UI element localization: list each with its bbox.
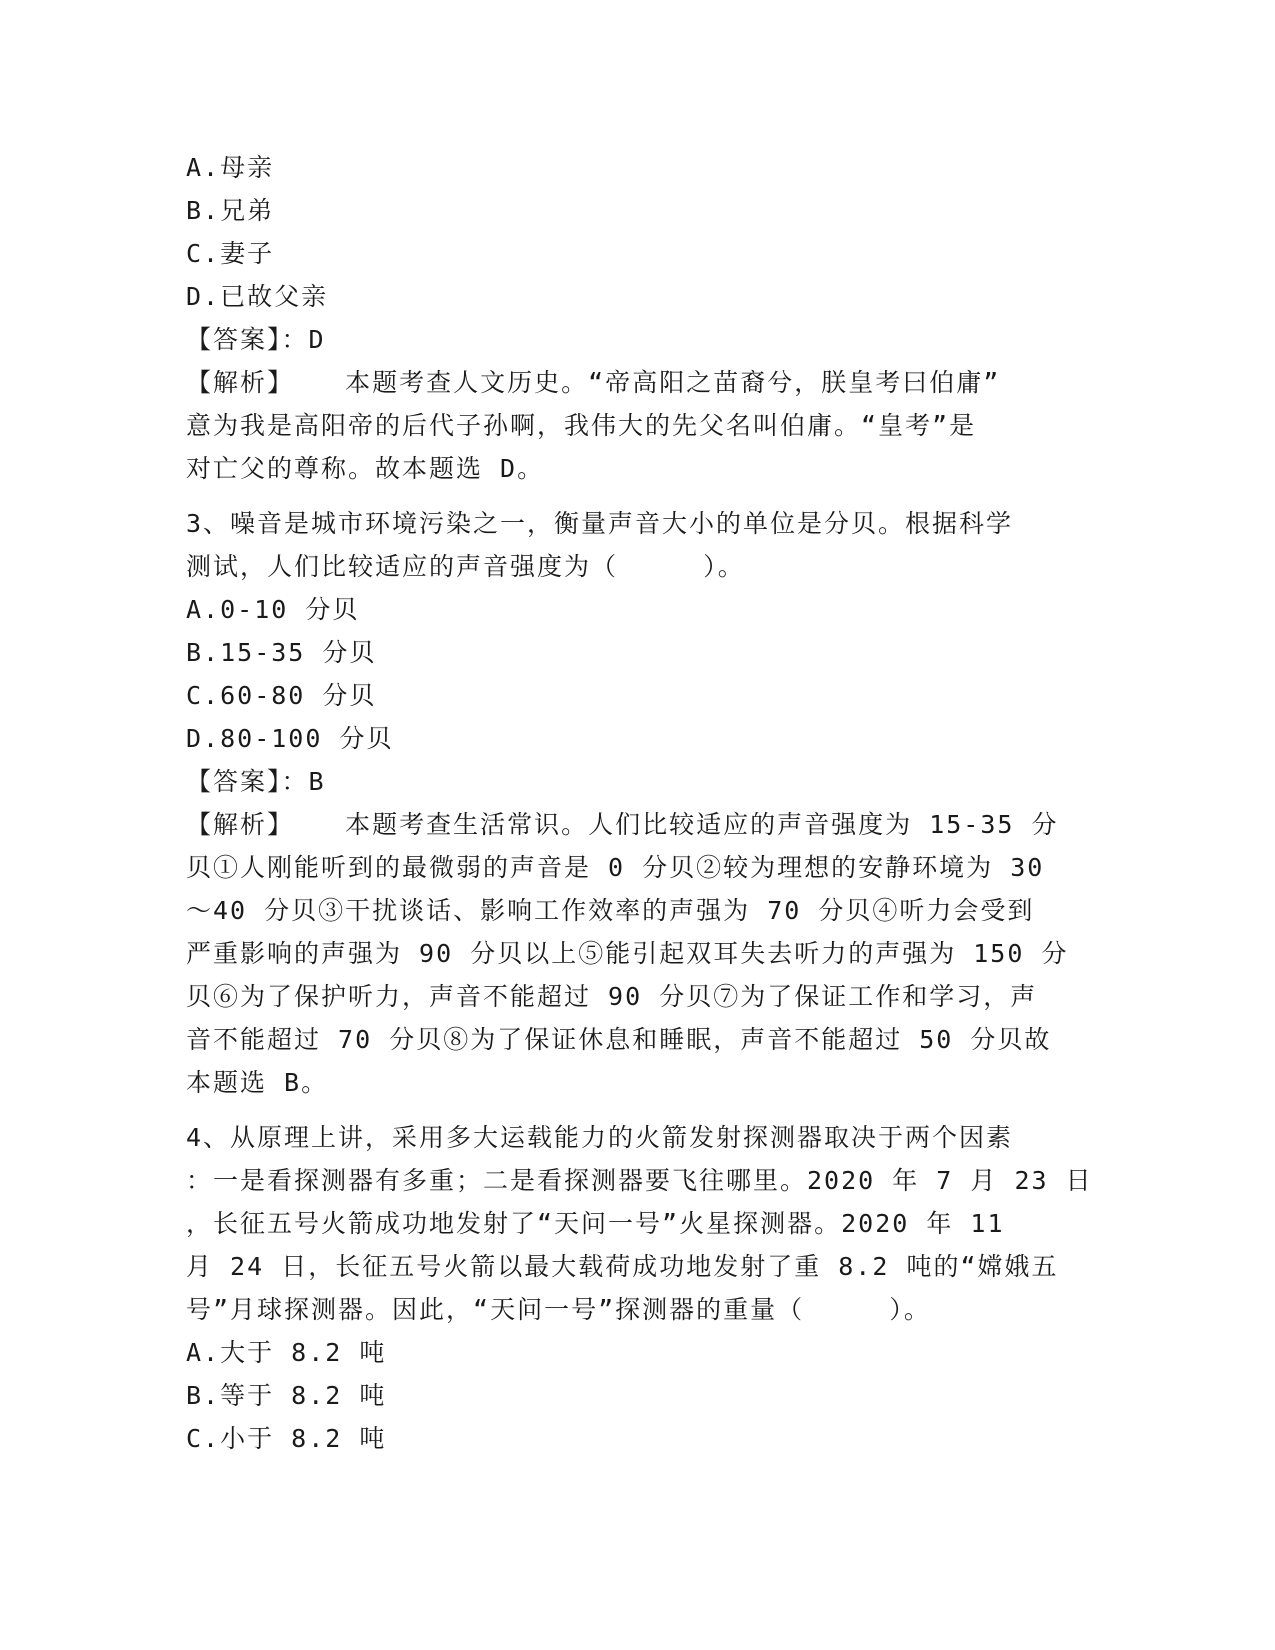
option-a: A.0-10 分贝 xyxy=(186,595,360,624)
option-b: B.等于 8.2 吨 xyxy=(186,1381,387,1410)
explanation-line: 本题选 B。 xyxy=(186,1068,329,1097)
explanation-line: ～40 分贝③干扰谈话、影响工作效率的声强为 70 分贝④听力会受到 xyxy=(186,896,1035,925)
explanation-line: 对亡父的尊称。故本题选 D。 xyxy=(186,454,545,483)
explanation-line: 【解析】 本题考查生活常识。人们比较适应的声音强度为 15-35 分 xyxy=(186,810,1059,839)
option-a: A.母亲 xyxy=(186,153,275,182)
option-b: B.兄弟 xyxy=(186,196,275,225)
option-a: A.大于 8.2 吨 xyxy=(186,1338,387,1367)
option-c: C.60-80 分贝 xyxy=(186,681,377,710)
question-3 xyxy=(186,502,1091,1104)
option-d: D.80-100 分贝 xyxy=(186,724,394,753)
answer: 【答案】：B xyxy=(186,767,326,796)
explanation-line: 贝①人刚能听到的最微弱的声音是 0 分贝②较为理想的安静环境为 30 xyxy=(186,853,1045,882)
explanation-line: 意为我是高阳帝的后代子孙啊，我伟大的先父名叫伯庸。“皇考”是 xyxy=(186,411,977,440)
answer: 【答案】：D xyxy=(186,325,326,354)
option-b: B.15-35 分贝 xyxy=(186,638,377,667)
option-d: D.已故父亲 xyxy=(186,282,329,311)
explanation-line: 严重影响的声强为 90 分贝以上⑤能引起双耳失去听力的声强为 150 分 xyxy=(186,939,1069,968)
paragraph-gap xyxy=(186,1104,1091,1116)
question-text: 测试，人们比较适应的声音强度为（ ）。 xyxy=(186,552,745,581)
question-text: 4、从原理上讲，采用多大运载能力的火箭发射探测器取决于两个因素 xyxy=(186,1123,1014,1152)
question-text: 月 24 日，长征五号火箭以最大载荷成功地发射了重 8.2 吨的“嫦娥五 xyxy=(186,1252,1059,1281)
option-c: C.妻子 xyxy=(186,239,275,268)
question-text: ：一是看探测器有多重；二是看探测器要飞往哪里。2020 年 7 月 23 日 xyxy=(186,1166,1093,1195)
option-c: C.小于 8.2 吨 xyxy=(186,1424,387,1453)
document-content xyxy=(186,146,1091,1460)
question-4 xyxy=(186,1116,1091,1460)
explanation-line: 音不能超过 70 分贝⑧为了保证休息和睡眠，声音不能超过 50 分贝故 xyxy=(186,1025,1052,1054)
question-text: ，长征五号火箭成功地发射了“天问一号”火星探测器。2020 年 11 xyxy=(186,1209,1005,1238)
explanation-line: 【解析】 本题考查人文历史。“帝高阳之苗裔兮，朕皇考曰伯庸” xyxy=(186,368,1001,397)
explanation-line: 贝⑥为了保护听力，声音不能超过 90 分贝⑦为了保证工作和学习，声 xyxy=(186,982,1038,1011)
question-text: 号”月球探测器。因此，“天问一号”探测器的重量（ ）。 xyxy=(186,1295,931,1324)
paragraph-gap xyxy=(186,490,1091,502)
question-text: 3、噪音是城市环境污染之一，衡量声音大小的单位是分贝。根据科学 xyxy=(186,509,1014,538)
question-2-tail xyxy=(186,146,1091,490)
